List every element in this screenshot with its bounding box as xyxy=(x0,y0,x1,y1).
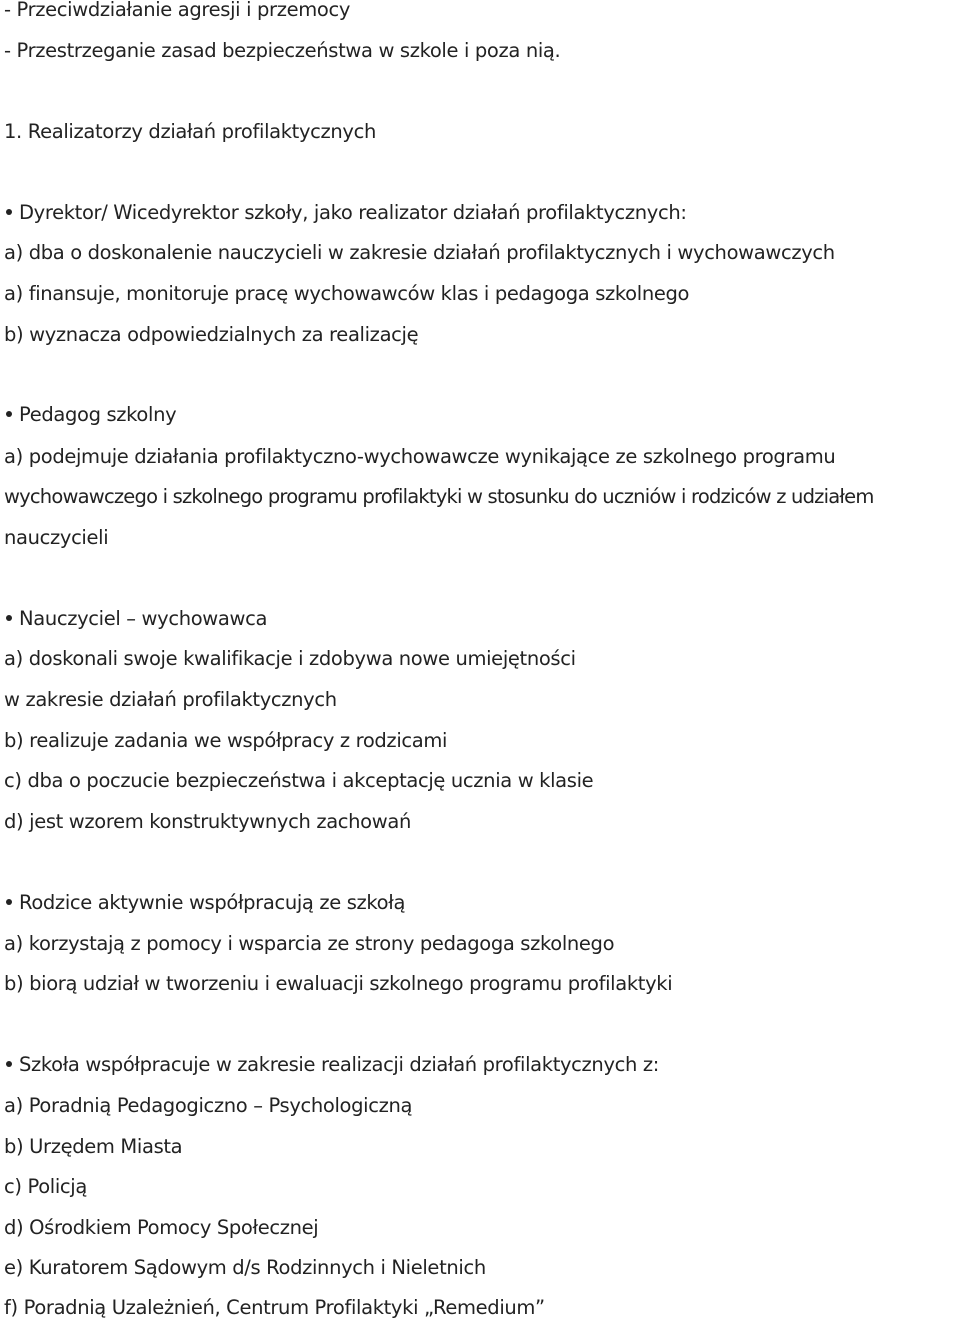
bullet-heading xyxy=(4,604,267,634)
list-item: b) realizuje zadania we współpracy z rodzicami xyxy=(4,729,448,752)
list-item: c) dba o poczucie bezpieczeństwa i akceptację ucznia w klasie xyxy=(4,769,594,792)
list-item: a) dba o doskonalenie nauczycieli w zakresie działań profilaktycznych i wychowawczych xyxy=(4,241,835,264)
bullet-icon xyxy=(6,411,12,417)
list-item: wychowawczego i szkolnego programu profilaktyki w stosunku do uczniów i rodziców z udziałem xyxy=(4,485,874,508)
bullet-icon xyxy=(6,615,12,621)
list-item: c) Policją xyxy=(4,1175,87,1198)
bullet-heading xyxy=(4,888,405,918)
bullet-heading-text: Szkoła współpracuje w zakresie realizacji działań profilaktycznych z: xyxy=(19,1053,659,1076)
list-item: a) korzystają z pomocy i wsparcia ze strony pedagoga szkolnego xyxy=(4,932,615,955)
list-item: a) doskonali swoje kwalifikacje i zdobywa nowe umiejętności xyxy=(4,647,576,670)
list-item: b) biorą udział w tworzeniu i ewaluacji szkolnego programu profilaktyki xyxy=(4,972,673,995)
list-item: b) Urzędem Miasta xyxy=(4,1135,183,1158)
list-item: nauczycieli xyxy=(4,526,109,549)
list-item: a) podejmuje działania profilaktyczno-wychowawcze wynikające ze szkolnego programu xyxy=(4,445,836,468)
list-item: b) wyznacza odpowiedzialnych za realizację xyxy=(4,323,419,346)
bullet-icon xyxy=(6,209,12,215)
bullet-heading xyxy=(4,1050,659,1080)
list-item: w zakresie działań profilaktycznych xyxy=(4,688,337,711)
intro-item: - Przestrzeganie zasad bezpieczeństwa w szkole i poza nią. xyxy=(4,39,561,62)
bullet-heading-text: Rodzice aktywnie współpracują ze szkołą xyxy=(19,891,406,914)
bullet-heading-text: Nauczyciel – wychowawca xyxy=(19,607,268,630)
list-item: a) Poradnią Pedagogiczno – Psychologiczną xyxy=(4,1094,413,1117)
bullet-icon xyxy=(6,899,12,905)
intro-item: - Przeciwdziałanie agresji i przemocy xyxy=(4,0,351,21)
list-item: d) jest wzorem konstruktywnych zachowań xyxy=(4,810,411,833)
bullet-heading-text: Dyrektor/ Wicedyrektor szkoły, jako realizator działań profilaktycznych: xyxy=(19,201,687,224)
bullet-heading xyxy=(4,198,687,228)
list-item: e) Kuratorem Sądowym d/s Rodzinnych i Nieletnich xyxy=(4,1256,486,1279)
bullet-heading xyxy=(4,400,176,430)
list-item: f) Poradnią Uzależnień, Centrum Profilaktyki „Remedium” xyxy=(4,1296,545,1319)
bullet-icon xyxy=(6,1061,12,1067)
list-item: d) Ośrodkiem Pomocy Społecznej xyxy=(4,1216,319,1239)
bullet-heading-text: Pedagog szkolny xyxy=(19,403,177,426)
list-item: a) finansuje, monitoruje pracę wychowawców klas i pedagoga szkolnego xyxy=(4,282,690,305)
section-heading: 1. Realizatorzy działań profilaktycznych xyxy=(4,120,377,143)
